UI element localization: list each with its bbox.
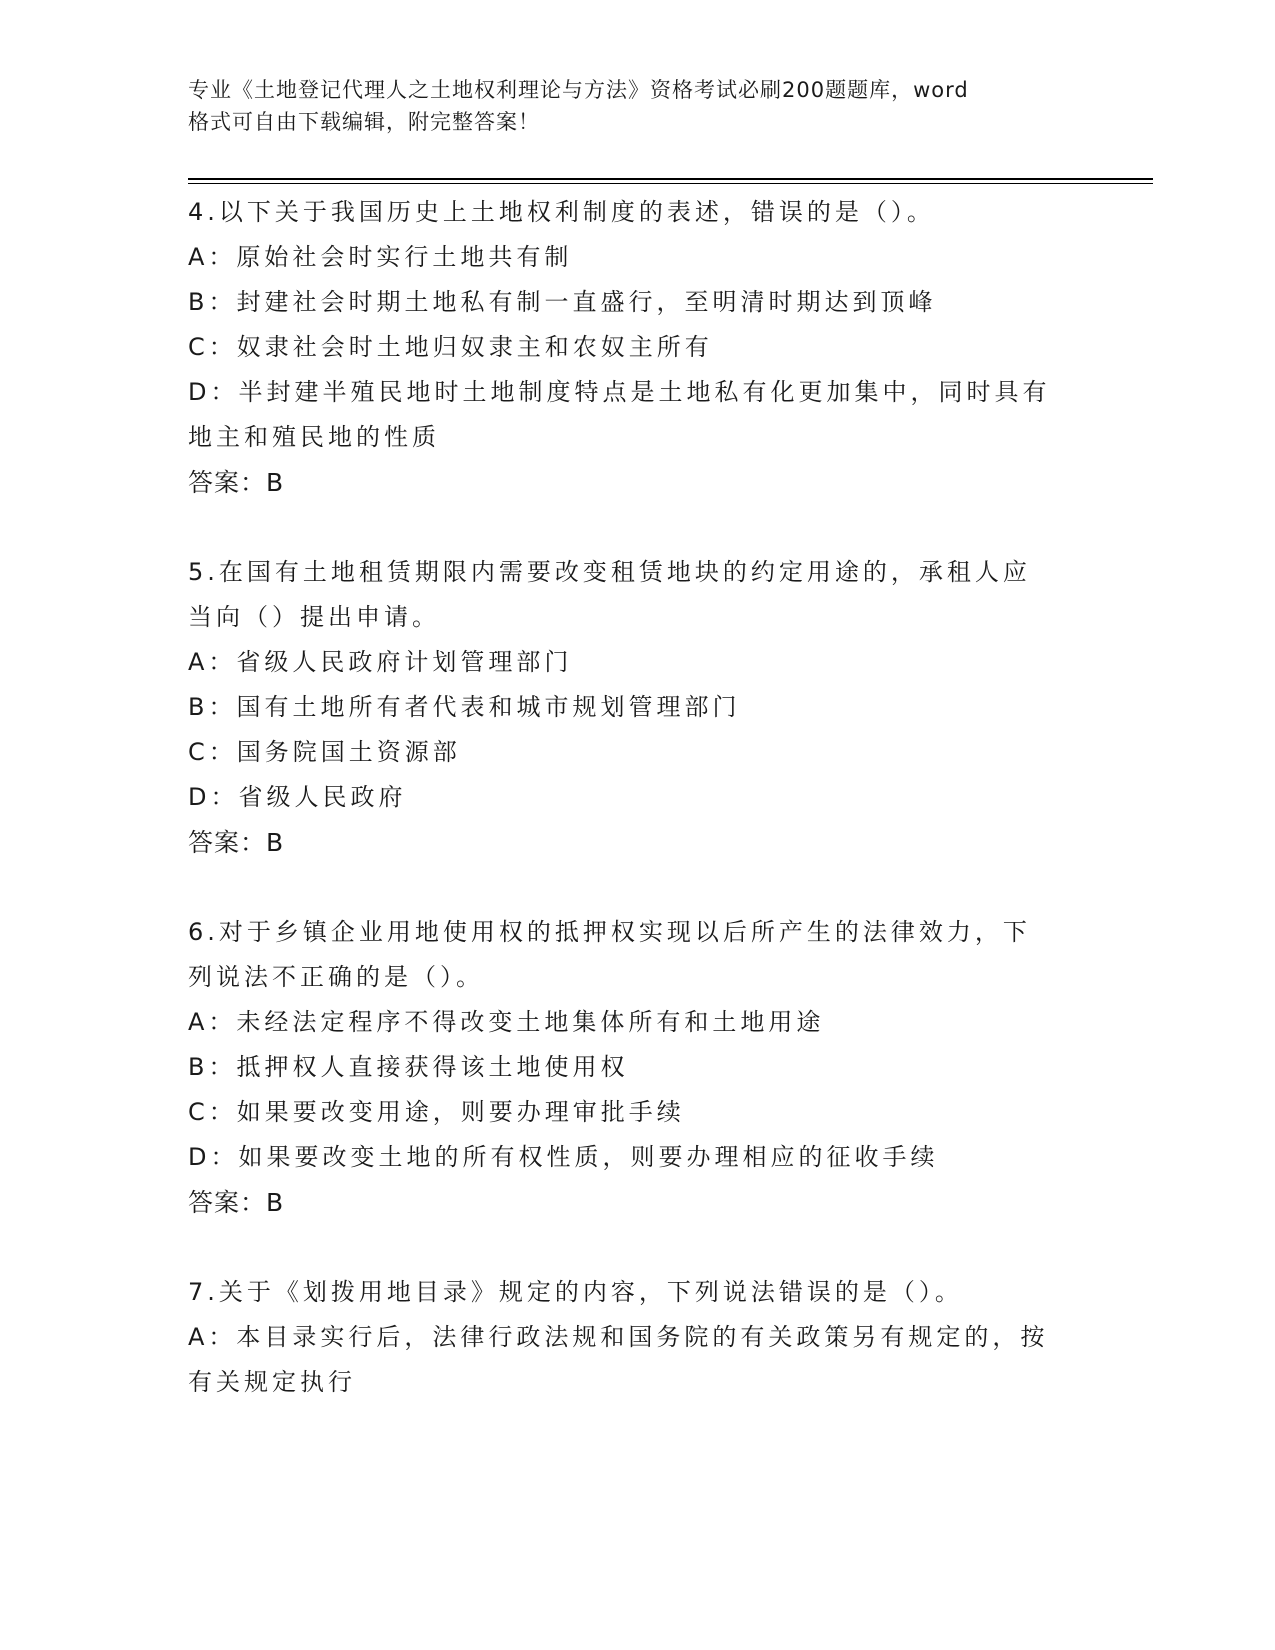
answer-label: 答案：B — [188, 468, 285, 497]
question-stem: 7.关于《划拨用地目录》规定的内容，下列说法错误的是（）。 — [188, 1278, 963, 1306]
answer-label: 答案：B — [188, 1188, 285, 1217]
question-block — [188, 190, 1068, 505]
option-a: A：未经法定程序不得改变土地集体所有和土地用途 — [188, 1008, 825, 1036]
option-b: B：国有土地所有者代表和城市规划管理部门 — [188, 693, 741, 721]
option-b: B：封建社会时期土地私有制一直盛行，至明清时期达到顶峰 — [188, 288, 937, 316]
header-divider-thin — [188, 183, 1153, 184]
option-c: C：国务院国土资源部 — [188, 738, 461, 766]
option-d: D：如果要改变土地的所有权性质，则要办理相应的征收手续 — [188, 1143, 939, 1171]
spacer — [188, 865, 1068, 910]
question-stem: 4.以下关于我国历史上土地权利制度的表述，错误的是（）。 — [188, 198, 935, 226]
question-list — [188, 190, 1068, 1405]
question-stem-continued: 当向（）提出申请。 — [188, 603, 440, 631]
question-stem: 6.对于乡镇企业用地使用权的抵押权实现以后所产生的法律效力，下 — [188, 918, 1031, 946]
header-divider-thick — [188, 178, 1153, 180]
header-line-1: 专业《土地登记代理人之土地权利理论与方法》资格考试必刷200题题库，word — [188, 78, 969, 102]
option-c: C：奴隶社会时土地归奴隶主和农奴主所有 — [188, 333, 713, 361]
document-header — [188, 74, 1068, 138]
question-stem: 5.在国有土地租赁期限内需要改变租赁地块的约定用途的，承租人应 — [188, 558, 1031, 586]
answer-label: 答案：B — [188, 828, 285, 857]
option-a-continued: 有关规定执行 — [188, 1368, 356, 1396]
option-a: A：原始社会时实行土地共有制 — [188, 243, 573, 271]
question-block — [188, 910, 1068, 1225]
option-b: B：抵押权人直接获得该土地使用权 — [188, 1053, 629, 1081]
header-line-2: 格式可自由下载编辑，附完整答案！ — [188, 110, 540, 134]
question-block — [188, 550, 1068, 865]
spacer — [188, 1225, 1068, 1270]
option-a: A：本目录实行后，法律行政法规和国务院的有关政策另有规定的，按 — [188, 1323, 1049, 1351]
question-stem-continued: 列说法不正确的是（）。 — [188, 963, 484, 991]
option-d: D：省级人民政府 — [188, 783, 407, 811]
spacer — [188, 505, 1068, 550]
option-d: D：半封建半殖民地时土地制度特点是土地私有化更加集中，同时具有 — [188, 378, 1051, 406]
option-c: C：如果要改变用途，则要办理审批手续 — [188, 1098, 685, 1126]
question-block — [188, 1270, 1068, 1405]
option-d-continued: 地主和殖民地的性质 — [188, 423, 440, 451]
option-a: A：省级人民政府计划管理部门 — [188, 648, 573, 676]
